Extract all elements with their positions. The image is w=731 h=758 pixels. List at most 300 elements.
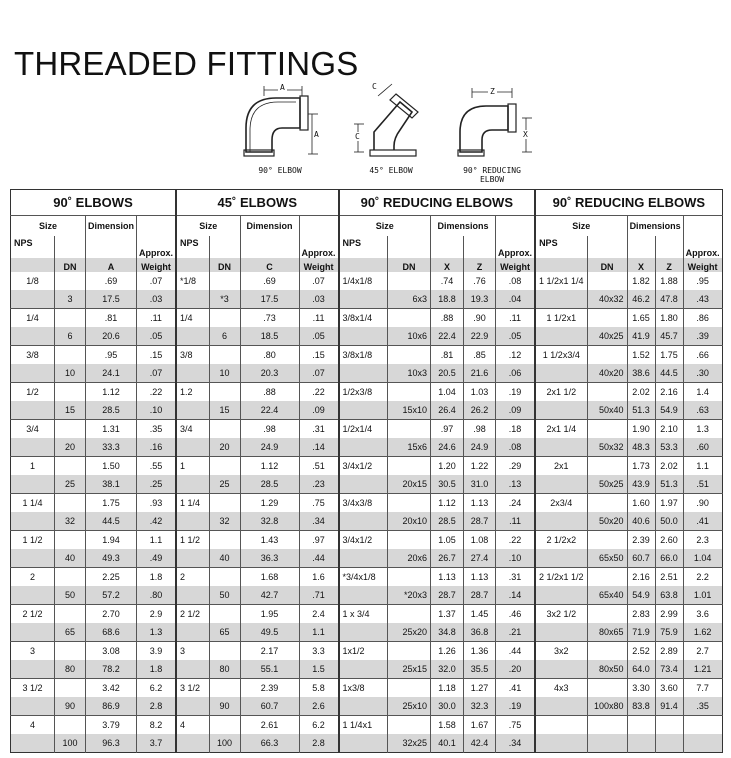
dim-x-in-cell: 2.02 bbox=[627, 383, 655, 402]
table-row bbox=[11, 586, 723, 605]
dn-header: DN bbox=[209, 258, 240, 272]
nps-cell: 1x3/8 bbox=[339, 679, 388, 698]
empty-cell bbox=[55, 531, 86, 550]
weight-lb-cell: .11 bbox=[496, 309, 536, 328]
weight-lb-cell: .75 bbox=[299, 494, 339, 513]
weight-lb-cell: .31 bbox=[496, 568, 536, 587]
dim-c-in-cell: 1.12 bbox=[240, 457, 299, 476]
dn-cell: 32 bbox=[209, 512, 240, 531]
nps-cell: 1 1/2x1 bbox=[535, 309, 587, 328]
dim-x-in-cell: 1.20 bbox=[431, 457, 464, 476]
nps-cell: 3/8 bbox=[176, 346, 209, 365]
dim-z-mm-cell: 53.3 bbox=[655, 438, 683, 457]
nps-cell: 2x3/4 bbox=[535, 494, 587, 513]
nps-cell: 2x1 1/2 bbox=[535, 383, 587, 402]
dim-x-in-cell: 1.90 bbox=[627, 420, 655, 439]
dim-z-in-cell: 2.10 bbox=[655, 420, 683, 439]
dim-c-mm-cell: 36.3 bbox=[240, 549, 299, 568]
nps-cell: 1 1/4 bbox=[11, 494, 55, 513]
table-row bbox=[11, 494, 723, 513]
dim-a-mm-cell: 38.1 bbox=[86, 475, 137, 494]
dim-z-mm-cell: 28.7 bbox=[464, 586, 496, 605]
weight-kg-cell: .05 bbox=[137, 327, 177, 346]
dim-z-in-cell: 2.99 bbox=[655, 605, 683, 624]
dn-cell: 50 bbox=[209, 586, 240, 605]
dim-x-mm-cell: 40.1 bbox=[431, 734, 464, 753]
dn-cell: 3 bbox=[55, 290, 86, 309]
dim-x-mm-cell: 24.6 bbox=[431, 438, 464, 457]
empty-cell bbox=[209, 309, 240, 328]
elbow-45-icon bbox=[350, 80, 430, 164]
empty-cell bbox=[11, 364, 55, 383]
empty-cell bbox=[55, 346, 86, 365]
empty-cell bbox=[339, 290, 388, 309]
dim-a-in-cell: 1.94 bbox=[86, 531, 137, 550]
weight-kg-cell bbox=[683, 734, 722, 753]
empty-cell bbox=[535, 549, 587, 568]
nps-cell: 1 bbox=[176, 457, 209, 476]
weight-kg-cell: .30 bbox=[683, 364, 722, 383]
empty-cell bbox=[388, 309, 431, 328]
weight-kg-cell: .03 bbox=[137, 290, 177, 309]
table-row bbox=[11, 605, 723, 624]
weight-kg-cell: 1.21 bbox=[683, 660, 722, 679]
dim-z-in-cell: 1.75 bbox=[655, 346, 683, 365]
dim-x-mm-cell: 20.5 bbox=[431, 364, 464, 383]
weight-lb-cell: .86 bbox=[683, 309, 722, 328]
dn-cell bbox=[587, 734, 627, 753]
nps-header: NPS bbox=[535, 236, 587, 258]
dim-z-in-cell: 1.03 bbox=[464, 383, 496, 402]
empty-cell bbox=[339, 660, 388, 679]
empty-cell bbox=[388, 605, 431, 624]
dim-a-in-cell: 1.75 bbox=[86, 494, 137, 513]
nps-cell: 1 1/4x1 bbox=[339, 716, 388, 735]
empty-cell bbox=[55, 383, 86, 402]
weight-kg-cell: .49 bbox=[137, 549, 177, 568]
dim-z-in-cell bbox=[655, 716, 683, 735]
empty-cell bbox=[587, 531, 627, 550]
dn-cell: 50 bbox=[55, 586, 86, 605]
dim-z-in-cell: 1.08 bbox=[464, 531, 496, 550]
weight-kg-cell: .14 bbox=[299, 438, 339, 457]
dim-a-in-cell: .81 bbox=[86, 309, 137, 328]
table-row bbox=[11, 346, 723, 365]
approx-header: Approx. bbox=[137, 236, 177, 258]
dim-x-in-cell: 1.37 bbox=[431, 605, 464, 624]
empty-cell bbox=[209, 716, 240, 735]
dn-cell: 25 bbox=[55, 475, 86, 494]
weight-kg-cell: .20 bbox=[496, 660, 536, 679]
weight-kg-cell: 1.62 bbox=[683, 623, 722, 642]
dn-cell: 80x65 bbox=[587, 623, 627, 642]
weight-lb-cell: .08 bbox=[496, 272, 536, 290]
dn-cell: 65x50 bbox=[587, 549, 627, 568]
table-row bbox=[11, 512, 723, 531]
nps-cell: 2 1/2 bbox=[176, 605, 209, 624]
dim-a-mm-cell: 24.1 bbox=[86, 364, 137, 383]
dimension-header: Dimension bbox=[240, 216, 299, 237]
dimension-header: Dimension bbox=[86, 216, 137, 237]
dim-label-c-top: C bbox=[372, 82, 377, 91]
nps-cell: 1 1/4 bbox=[176, 494, 209, 513]
nps-header-row bbox=[11, 236, 723, 258]
dim-z-mm-cell: 66.0 bbox=[655, 549, 683, 568]
empty-cell bbox=[388, 642, 431, 661]
dim-x-mm-cell: 28.7 bbox=[431, 586, 464, 605]
dim-z-in-cell: 1.22 bbox=[464, 457, 496, 476]
dim-z-in-cell: 2.89 bbox=[655, 642, 683, 661]
nps-cell: 1.2 bbox=[176, 383, 209, 402]
dim-c-mm-cell: 17.5 bbox=[240, 290, 299, 309]
empty-cell bbox=[209, 494, 240, 513]
empty-cell bbox=[209, 457, 240, 476]
weight-kg-cell: 1.1 bbox=[299, 623, 339, 642]
weight-lb-cell: 1.4 bbox=[683, 383, 722, 402]
empty-cell bbox=[535, 734, 587, 753]
dim-a-in-cell: 1.12 bbox=[86, 383, 137, 402]
weight-kg-cell: .07 bbox=[299, 364, 339, 383]
empty-cell bbox=[55, 568, 86, 587]
nps-cell: 1 1/2x3/4 bbox=[535, 346, 587, 365]
weight-lb-cell: .07 bbox=[137, 272, 177, 290]
weight-lb-cell: .22 bbox=[496, 531, 536, 550]
empty-cell bbox=[587, 383, 627, 402]
elbow-45-diagram bbox=[350, 80, 430, 176]
empty-cell bbox=[535, 660, 587, 679]
empty-cell bbox=[339, 586, 388, 605]
dn-cell: 100 bbox=[55, 734, 86, 753]
dim-z-mm-cell: 24.9 bbox=[464, 438, 496, 457]
blank-header bbox=[683, 216, 722, 237]
empty-cell bbox=[11, 438, 55, 457]
nps-header: NPS bbox=[339, 236, 388, 258]
dim-x-mm-cell: 64.0 bbox=[627, 660, 655, 679]
dn-cell: 50x40 bbox=[587, 401, 627, 420]
weight-kg-cell: .05 bbox=[496, 327, 536, 346]
dim-z-mm-cell: 31.0 bbox=[464, 475, 496, 494]
dim-a-in-cell: 3.79 bbox=[86, 716, 137, 735]
empty-cell bbox=[535, 290, 587, 309]
dim-z-mm-cell: 75.9 bbox=[655, 623, 683, 642]
dim-z-in-cell: .98 bbox=[464, 420, 496, 439]
table-row bbox=[11, 679, 723, 698]
dim-z-in-cell: 2.02 bbox=[655, 457, 683, 476]
dim-x-mm-cell: 46.2 bbox=[627, 290, 655, 309]
weight-lb-cell: .15 bbox=[299, 346, 339, 365]
empty-cell bbox=[535, 327, 587, 346]
dim-z-in-cell: .85 bbox=[464, 346, 496, 365]
dn-cell: 6 bbox=[55, 327, 86, 346]
empty-cell bbox=[535, 623, 587, 642]
nps-cell: 2 1/2x2 bbox=[535, 531, 587, 550]
empty-cell bbox=[55, 272, 86, 290]
empty-cell bbox=[11, 660, 55, 679]
dim-x-mm-cell: 28.5 bbox=[431, 512, 464, 531]
dim-label-a-side: A bbox=[314, 130, 319, 139]
heading-45-elbows: 45˚ ELBOWS bbox=[176, 190, 339, 216]
empty-cell bbox=[176, 660, 209, 679]
empty-cell bbox=[55, 679, 86, 698]
dim-z-in-cell: 1.13 bbox=[464, 568, 496, 587]
dim-a-in-cell: 1.50 bbox=[86, 457, 137, 476]
dim-c-in-cell: 2.39 bbox=[240, 679, 299, 698]
table-row bbox=[11, 623, 723, 642]
dim-z-in-cell: 1.80 bbox=[655, 309, 683, 328]
weight-kg-cell: .39 bbox=[683, 327, 722, 346]
approx-header: Approx. bbox=[496, 236, 536, 258]
dim-z-in-cell: 2.16 bbox=[655, 383, 683, 402]
weight-lb-cell: .44 bbox=[496, 642, 536, 661]
empty-cell bbox=[55, 309, 86, 328]
elbow-90-diagram bbox=[238, 84, 328, 176]
table-row bbox=[11, 568, 723, 587]
dim-a-mm-cell: 33.3 bbox=[86, 438, 137, 457]
dim-z-mm-cell: 44.5 bbox=[655, 364, 683, 383]
nps-cell: 2x1 bbox=[535, 457, 587, 476]
empty-cell bbox=[587, 457, 627, 476]
dim-z-mm-cell: 63.8 bbox=[655, 586, 683, 605]
dim-x-in-cell: .74 bbox=[431, 272, 464, 290]
dim-x-in-cell: 1.04 bbox=[431, 383, 464, 402]
weight-lb-cell: .55 bbox=[137, 457, 177, 476]
weight-kg-cell: .10 bbox=[137, 401, 177, 420]
elbow-45-caption: 45° ELBOW bbox=[369, 166, 413, 175]
nps-cell: 1x1/2 bbox=[339, 642, 388, 661]
dim-a-mm-cell: 57.2 bbox=[86, 586, 137, 605]
dn-cell: 10x6 bbox=[388, 327, 431, 346]
empty-cell bbox=[339, 512, 388, 531]
nps-cell: 3/4 bbox=[176, 420, 209, 439]
weight-lb-cell: 7.7 bbox=[683, 679, 722, 698]
table-row bbox=[11, 716, 723, 735]
dim-z-mm-cell: 21.6 bbox=[464, 364, 496, 383]
dim-label-x: X bbox=[523, 130, 528, 139]
reducing-elbow-icon bbox=[450, 84, 542, 164]
dim-x-in-cell: 1.13 bbox=[431, 568, 464, 587]
empty-cell bbox=[209, 568, 240, 587]
dn-cell: 25x20 bbox=[388, 623, 431, 642]
empty-cell bbox=[535, 512, 587, 531]
dn-cell: 32 bbox=[55, 512, 86, 531]
weight-kg-cell: .19 bbox=[496, 697, 536, 716]
dim-z-in-cell: 1.88 bbox=[655, 272, 683, 290]
table-row bbox=[11, 660, 723, 679]
dim-x-mm-cell: 26.7 bbox=[431, 549, 464, 568]
size-header: Size bbox=[535, 216, 627, 237]
dim-z-mm-cell: 27.4 bbox=[464, 549, 496, 568]
nps-cell: 1 bbox=[11, 457, 55, 476]
dn-cell: 15x10 bbox=[388, 401, 431, 420]
dn-cell: 6 bbox=[209, 327, 240, 346]
weight-kg-cell: .13 bbox=[496, 475, 536, 494]
dim-a-in-cell: 2.70 bbox=[86, 605, 137, 624]
weight-lb-cell: 3.3 bbox=[299, 642, 339, 661]
dim-a-mm-cell: 17.5 bbox=[86, 290, 137, 309]
empty-cell bbox=[339, 327, 388, 346]
weight-lb-cell: .31 bbox=[299, 420, 339, 439]
empty-cell bbox=[388, 383, 431, 402]
table-row bbox=[11, 383, 723, 402]
empty-cell bbox=[339, 438, 388, 457]
weight-header: Weight bbox=[496, 258, 536, 272]
dim-a-mm-cell: 44.5 bbox=[86, 512, 137, 531]
dn-cell: 65 bbox=[209, 623, 240, 642]
empty-cell bbox=[587, 420, 627, 439]
weight-kg-cell: .14 bbox=[496, 586, 536, 605]
weight-lb-cell: 3.9 bbox=[137, 642, 177, 661]
blank-header bbox=[496, 216, 536, 237]
dim-x-mm-cell: 60.7 bbox=[627, 549, 655, 568]
weight-lb-cell: .46 bbox=[496, 605, 536, 624]
nps-cell bbox=[535, 716, 587, 735]
dim-a-mm-cell: 49.3 bbox=[86, 549, 137, 568]
weight-kg-cell: .07 bbox=[137, 364, 177, 383]
dim-z-in-cell: 1.27 bbox=[464, 679, 496, 698]
dim-x-in-cell: 3.30 bbox=[627, 679, 655, 698]
empty-cell bbox=[55, 716, 86, 735]
dim-x-mm-cell bbox=[627, 734, 655, 753]
blank-header bbox=[137, 216, 177, 237]
weight-kg-cell: .06 bbox=[496, 364, 536, 383]
dim-x-mm-cell: 18.8 bbox=[431, 290, 464, 309]
weight-lb-cell: .19 bbox=[496, 383, 536, 402]
empty-cell bbox=[11, 401, 55, 420]
dim-c-in-cell: 1.95 bbox=[240, 605, 299, 624]
weight-lb-cell: .66 bbox=[683, 346, 722, 365]
empty-cell bbox=[176, 438, 209, 457]
dn-cell: 32x25 bbox=[388, 734, 431, 753]
weight-kg-cell: .43 bbox=[683, 290, 722, 309]
dim-label-z: Z bbox=[490, 87, 495, 96]
empty-cell bbox=[176, 475, 209, 494]
weight-kg-cell: .42 bbox=[137, 512, 177, 531]
dn-cell: 20 bbox=[209, 438, 240, 457]
empty-cell bbox=[11, 586, 55, 605]
nps-cell: 1/2x1/4 bbox=[339, 420, 388, 439]
empty-cell bbox=[339, 364, 388, 383]
empty-cell bbox=[535, 364, 587, 383]
empty-cell bbox=[55, 605, 86, 624]
nps-header: NPS bbox=[14, 238, 33, 248]
size-header: Size bbox=[176, 216, 240, 237]
weight-kg-cell: .71 bbox=[299, 586, 339, 605]
nps-cell: 4 bbox=[176, 716, 209, 735]
elbow-90-icon bbox=[238, 84, 328, 164]
empty-cell bbox=[55, 420, 86, 439]
dn-cell: 80 bbox=[55, 660, 86, 679]
dim-a-mm-cell: 28.5 bbox=[86, 401, 137, 420]
dim-x-in-cell: 1.65 bbox=[627, 309, 655, 328]
empty-cell bbox=[535, 401, 587, 420]
empty-cell bbox=[176, 401, 209, 420]
weight-kg-cell: .44 bbox=[299, 549, 339, 568]
weight-kg-cell: 1.04 bbox=[683, 549, 722, 568]
weight-lb-cell: 8.2 bbox=[137, 716, 177, 735]
nps-cell: 4 bbox=[11, 716, 55, 735]
weight-kg-cell: 1.3 bbox=[137, 623, 177, 642]
reducing-elbow-caption: 90° REDUCING ELBOW bbox=[463, 166, 521, 184]
dim-z-in-cell: 1.45 bbox=[464, 605, 496, 624]
dim-z-mm-cell: 47.8 bbox=[655, 290, 683, 309]
dim-z-in-cell: 3.60 bbox=[655, 679, 683, 698]
dn-cell: 25x10 bbox=[388, 697, 431, 716]
nps-cell: 1 1/2 bbox=[176, 531, 209, 550]
size-header: Size bbox=[339, 216, 431, 237]
nps-cell: 1/8 bbox=[11, 272, 55, 290]
heading-90-reducing-1: 90˚ REDUCING ELBOWS bbox=[339, 190, 536, 216]
dim-z-mm-cell: 73.4 bbox=[655, 660, 683, 679]
dim-x-mm-cell: 51.3 bbox=[627, 401, 655, 420]
subheading-row bbox=[11, 216, 723, 237]
col-z-header: Z bbox=[464, 258, 496, 272]
empty-cell bbox=[176, 549, 209, 568]
dim-c-mm-cell: 28.5 bbox=[240, 475, 299, 494]
dn-cell: 10x3 bbox=[388, 364, 431, 383]
weight-kg-cell: .63 bbox=[683, 401, 722, 420]
dim-c-mm-cell: 24.9 bbox=[240, 438, 299, 457]
dim-a-in-cell: .69 bbox=[86, 272, 137, 290]
dn-cell: 40x32 bbox=[587, 290, 627, 309]
table-row bbox=[11, 549, 723, 568]
dn-cell: 65 bbox=[55, 623, 86, 642]
nps-cell: 1 1/2x1 1/4 bbox=[535, 272, 587, 290]
empty-cell bbox=[209, 531, 240, 550]
weight-lb-cell: .93 bbox=[137, 494, 177, 513]
table-row bbox=[11, 401, 723, 420]
nps-cell: 3/4x1/2 bbox=[339, 531, 388, 550]
empty-cell bbox=[209, 605, 240, 624]
empty-cell bbox=[209, 272, 240, 290]
nps-cell: 3x2 1/2 bbox=[535, 605, 587, 624]
nps-cell: 2 1/2x1 1/2 bbox=[535, 568, 587, 587]
nps-cell: 3 bbox=[11, 642, 55, 661]
empty-cell bbox=[11, 734, 55, 753]
empty-cell bbox=[339, 623, 388, 642]
weight-kg-cell: .04 bbox=[496, 290, 536, 309]
dim-c-in-cell: 2.17 bbox=[240, 642, 299, 661]
column-header-row bbox=[11, 258, 723, 272]
weight-kg-cell: .41 bbox=[683, 512, 722, 531]
section-heading-row bbox=[11, 190, 723, 216]
dim-x-in-cell: 1.52 bbox=[627, 346, 655, 365]
empty-cell bbox=[176, 364, 209, 383]
fittings-table bbox=[10, 189, 723, 753]
dim-x-in-cell: 1.60 bbox=[627, 494, 655, 513]
table-row bbox=[11, 642, 723, 661]
dim-c-mm-cell: 55.1 bbox=[240, 660, 299, 679]
weight-header: Weight bbox=[299, 258, 339, 272]
empty-cell bbox=[11, 549, 55, 568]
empty-cell bbox=[388, 568, 431, 587]
empty-cell bbox=[339, 475, 388, 494]
weight-kg-cell: 2.8 bbox=[137, 697, 177, 716]
dim-c-in-cell: 1.29 bbox=[240, 494, 299, 513]
dim-z-in-cell: 2.60 bbox=[655, 531, 683, 550]
nps-cell: 2 bbox=[176, 568, 209, 587]
dim-z-mm-cell: 54.9 bbox=[655, 401, 683, 420]
empty-cell bbox=[11, 697, 55, 716]
nps-cell: 1/4x1/8 bbox=[339, 272, 388, 290]
nps-cell: *1/8 bbox=[176, 272, 209, 290]
weight-lb-cell: .41 bbox=[496, 679, 536, 698]
empty-cell bbox=[388, 531, 431, 550]
nps-cell: 1/2 bbox=[11, 383, 55, 402]
weight-kg-cell: .34 bbox=[299, 512, 339, 531]
weight-lb-cell: .11 bbox=[299, 309, 339, 328]
dim-c-mm-cell: 18.5 bbox=[240, 327, 299, 346]
nps-cell: 3/8 bbox=[11, 346, 55, 365]
